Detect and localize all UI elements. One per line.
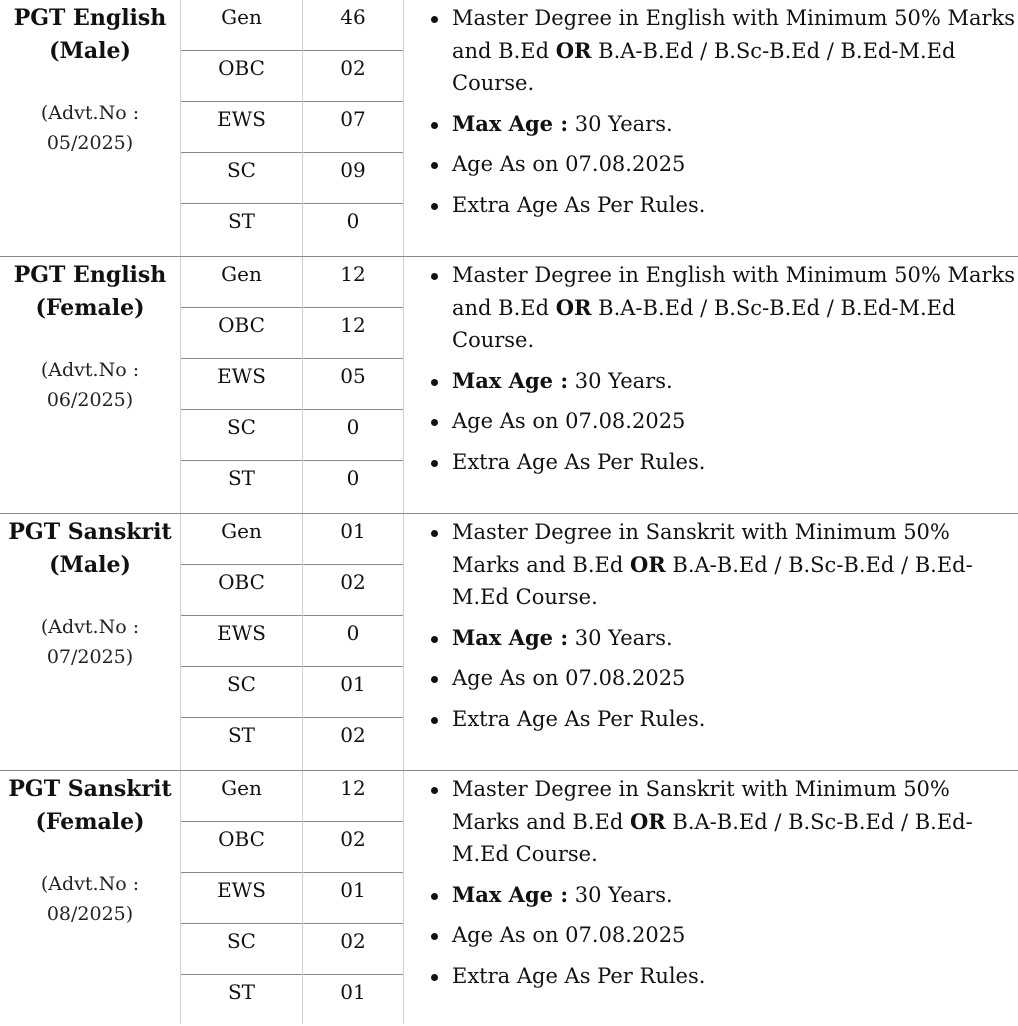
post-name: PGT English (13, 262, 167, 288)
count-cell: 01 (303, 873, 403, 924)
post-gender: (Female) (35, 295, 145, 321)
count-cell: 12 (303, 257, 403, 308)
eligibility-cell (405, 0, 1018, 229)
column-divider (403, 0, 404, 256)
degree-requirement: Master Degree in English with Minimum 50% Marks and B.Ed OR B.A-B.Ed / B.Sc-B.Ed / B.Ed-M.Ed Course. (452, 2, 1018, 100)
extra-age: Extra Age As Per Rules. (452, 960, 1018, 993)
advt-value: 06/2025) (46, 389, 134, 411)
count-cell: 0 (303, 410, 403, 461)
or-keyword: OR (629, 808, 666, 834)
extra-age: Extra Age As Per Rules. (452, 189, 1018, 222)
advt-value: 05/2025) (46, 132, 134, 154)
max-age-label: Max Age : (452, 110, 569, 136)
count-cell: 01 (340, 980, 366, 1004)
post-gender: (Male) (49, 38, 131, 64)
or-keyword: OR (555, 37, 592, 63)
post-title (0, 259, 180, 325)
count-cell: 0 (346, 466, 360, 490)
post-title (0, 516, 180, 582)
count-cell: 0 (303, 616, 403, 667)
post-gender: (Female) (35, 809, 145, 835)
advt-label: (Advt.No : (40, 359, 140, 381)
max-age-label: Max Age : (452, 881, 569, 907)
table-row (0, 0, 1018, 257)
count-cell: 12 (303, 308, 403, 359)
or-keyword: OR (555, 294, 592, 320)
advt-value: 08/2025) (46, 903, 134, 925)
age-as-on: Age As on 07.08.2025 (452, 919, 1018, 952)
max-age-label: Max Age : (452, 624, 569, 650)
age-as-on: Age As on 07.08.2025 (452, 662, 1018, 695)
eligibility-cell (405, 771, 1018, 1000)
count-cell: 09 (303, 153, 403, 204)
category-cell: EWS (181, 616, 302, 667)
count-cell: 46 (303, 0, 403, 51)
advt-number (0, 869, 180, 929)
category-cell: Gen (181, 0, 302, 51)
category-cell: SC (181, 410, 302, 461)
eligibility-list (405, 516, 1018, 735)
category-cell: SC (181, 667, 302, 718)
extra-age: Extra Age As Per Rules. (452, 446, 1018, 479)
advt-label: (Advt.No : (40, 873, 140, 895)
count-cell: 02 (303, 565, 403, 616)
post-name: PGT English (13, 5, 167, 31)
category-cell: OBC (181, 822, 302, 873)
category-cell: Gen (181, 514, 302, 565)
category-cell: Gen (181, 257, 302, 308)
count-cell: 07 (303, 102, 403, 153)
advt-label: (Advt.No : (40, 102, 140, 124)
count-cell: 02 (340, 723, 366, 747)
degree-requirement: Master Degree in Sanskrit with Minimum 50% Marks and B.Ed OR B.A-B.Ed / B.Sc-B.Ed / B.Ed-M.Ed Course. (452, 516, 1018, 614)
category-cell: ST (227, 466, 256, 490)
table-row (0, 257, 1018, 514)
count-cell: 05 (303, 359, 403, 410)
column-divider (403, 257, 404, 513)
category-cell: ST (227, 209, 256, 233)
advt-value: 07/2025) (46, 646, 134, 668)
post-name: PGT Sanskrit (8, 776, 172, 802)
degree-requirement: Master Degree in Sanskrit with Minimum 50% Marks and B.Ed OR B.A-B.Ed / B.Sc-B.Ed / B.Ed-M.Ed Course. (452, 773, 1018, 871)
post-cell (0, 257, 180, 513)
eligibility-list (405, 2, 1018, 221)
post-gender: (Male) (49, 552, 131, 578)
category-cell: ST (227, 723, 256, 747)
max-age (452, 879, 1018, 912)
column-divider (403, 514, 404, 770)
age-as-on: Age As on 07.08.2025 (452, 148, 1018, 181)
count-cell: 02 (303, 924, 403, 975)
post-cell (0, 0, 180, 256)
column-divider (403, 771, 404, 1024)
category-cell: OBC (181, 308, 302, 359)
count-cell: 01 (303, 514, 403, 565)
max-age-value: 30 Years. (568, 882, 673, 907)
max-age-value: 30 Years. (568, 625, 673, 650)
eligibility-list (405, 773, 1018, 992)
max-age-label: Max Age : (452, 367, 569, 393)
age-as-on: Age As on 07.08.2025 (452, 405, 1018, 438)
count-cell: 0 (346, 209, 360, 233)
max-age-value: 30 Years. (568, 111, 673, 136)
post-title (0, 773, 180, 839)
category-cell: OBC (181, 565, 302, 616)
max-age-value: 30 Years. (568, 368, 673, 393)
category-cell: EWS (181, 873, 302, 924)
advt-number (0, 98, 180, 158)
or-keyword: OR (629, 551, 666, 577)
advt-label: (Advt.No : (40, 616, 140, 638)
max-age (452, 108, 1018, 141)
category-cell: SC (181, 924, 302, 975)
category-cell: EWS (181, 359, 302, 410)
eligibility-cell (405, 257, 1018, 486)
degree-requirement: Master Degree in English with Minimum 50% Marks and B.Ed OR B.A-B.Ed / B.Sc-B.Ed / B.Ed-M.Ed Course. (452, 259, 1018, 357)
count-cell: 02 (303, 51, 403, 102)
category-cell: EWS (181, 102, 302, 153)
category-cell: OBC (181, 51, 302, 102)
extra-age: Extra Age As Per Rules. (452, 703, 1018, 736)
table-row (0, 771, 1018, 1024)
count-cell: 02 (303, 822, 403, 873)
post-name: PGT Sanskrit (8, 519, 172, 545)
eligibility-cell (405, 514, 1018, 743)
category-cell: Gen (181, 771, 302, 822)
post-cell (0, 514, 180, 770)
eligibility-list (405, 259, 1018, 478)
category-cell: ST (227, 980, 256, 1004)
table-row (0, 514, 1018, 771)
advt-number (0, 612, 180, 672)
max-age (452, 622, 1018, 655)
advt-number (0, 355, 180, 415)
count-cell: 01 (303, 667, 403, 718)
max-age (452, 365, 1018, 398)
post-title (0, 2, 180, 68)
count-cell: 12 (303, 771, 403, 822)
post-cell (0, 771, 180, 1024)
category-cell: SC (181, 153, 302, 204)
